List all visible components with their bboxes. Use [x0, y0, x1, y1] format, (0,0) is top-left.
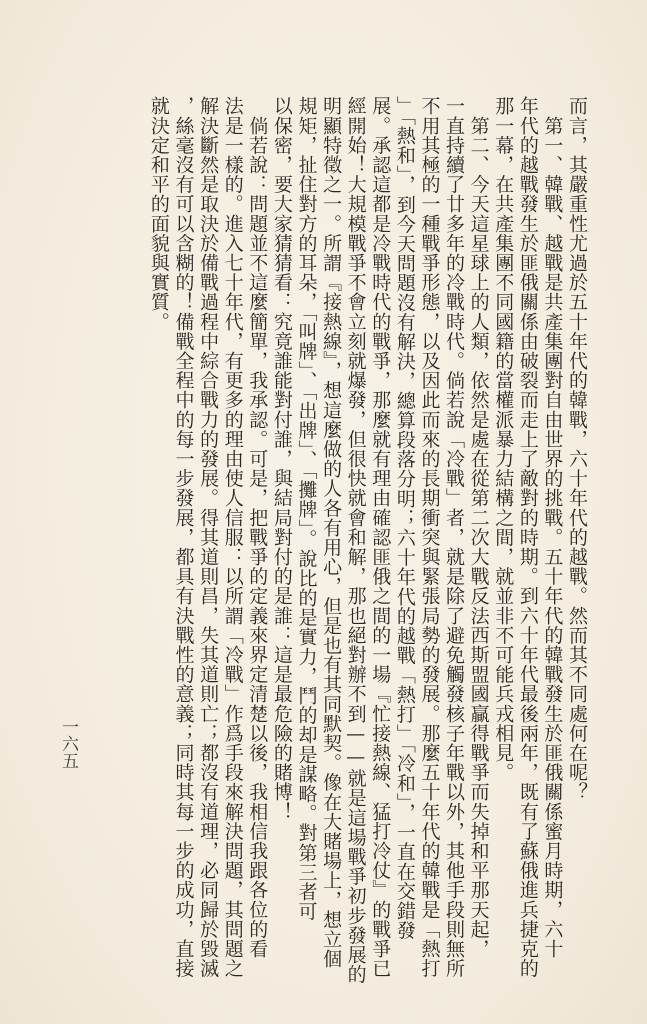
text-line: 倘若說：問題並不這麼簡單，我承認。可是，把戰爭的定義來界定清楚以後，我相信我跟各位的看	[246, 96, 269, 959]
text-line: 明顯特徵之一。所謂『接熱線』，想這麼做的人各有用心，但是也有其同默契。像在大賭場上，想立個	[320, 96, 343, 969]
page-number: 一六五	[58, 718, 78, 769]
text-line: 而言，其嚴重性尤過於五十年代的韓戰，六十年代的越戰。然而其不同處何在呢？	[566, 96, 588, 802]
text-line: 經開始！大規模戰爭不會立刻就爆發，但很快就會和解，那也絕對辦不到——就是這場戰爭初步發展的	[344, 96, 367, 984]
text-line: 法是一樣的。進入七十年代，有更多的理由使人信服：以所謂「冷戰」作爲手段來解決問題，其問題之	[221, 96, 244, 978]
text-line: 年代的越戰發生於匪俄關係由破裂而走上了敵對的時期。到六十年代最後兩年，既有了蘇俄進兵捷克的	[516, 96, 539, 978]
text-line: 」「熱和」，到今天問題沒有解決，總算段落分明；六十年代的越戰「熱打」「冷和」，一直在交錯發	[393, 96, 416, 940]
text-line: 一直持續了廿多年的冷戰時代。倘若說「冷戰」者，就是除了避免觸發核子年戰以外，其他手段則無所	[443, 96, 466, 978]
text-line: ，絲毫沒有可以含糊的！備戰全程中的每一步發展，都具有決戰性的意義；同時其每一步的成功，直接	[172, 96, 195, 978]
text-line: 以保密，要大家猜猜看：究竟誰能對付誰，與結局對付的是誰：這是最危險的賭博！	[270, 96, 293, 822]
text-line: 那一幕，在共產集團不同國籍的當權派暴力結構之間，就並非不可能兵戎相見。	[492, 96, 515, 782]
text-line: 展。承認這都是冷戰時代的戰爭，那麼就有理由確認匪俄之間的一場『忙接熱線、猛打冷仗』的戰爭已	[369, 96, 392, 978]
text-line: 不用其極的一種戰爭形態，以及因此而來的長期衝突與緊張局勢的發展。那麼五十年代的韓戰是「熱打	[418, 96, 441, 978]
text-line: 第二、今天這星球上的人類，依然是處在從第二次大戰反法西斯盟國贏得戰爭而失掉和平那天起，	[467, 96, 490, 959]
text-line: 就決定和平的面貌與實質。	[147, 96, 170, 332]
text-line: 規矩，扯住對方的耳朵，「叫牌」、「出牌」、「攤牌」。說比的是實力，鬥的却是謀略。對第三者可	[295, 96, 318, 921]
text-line: 第一、韓戰、越戰是共產集團對自由世界的挑戰。五十年代的韓戰發生於匪俄關係蜜月時期，六十	[541, 96, 564, 959]
text-line: 解決斷然是取決於備戰過程中綜合戰力的發展。得其道則昌，失其道則亡；都沒有道理，必同歸於毀滅	[197, 96, 220, 978]
body-text	[146, 96, 589, 984]
